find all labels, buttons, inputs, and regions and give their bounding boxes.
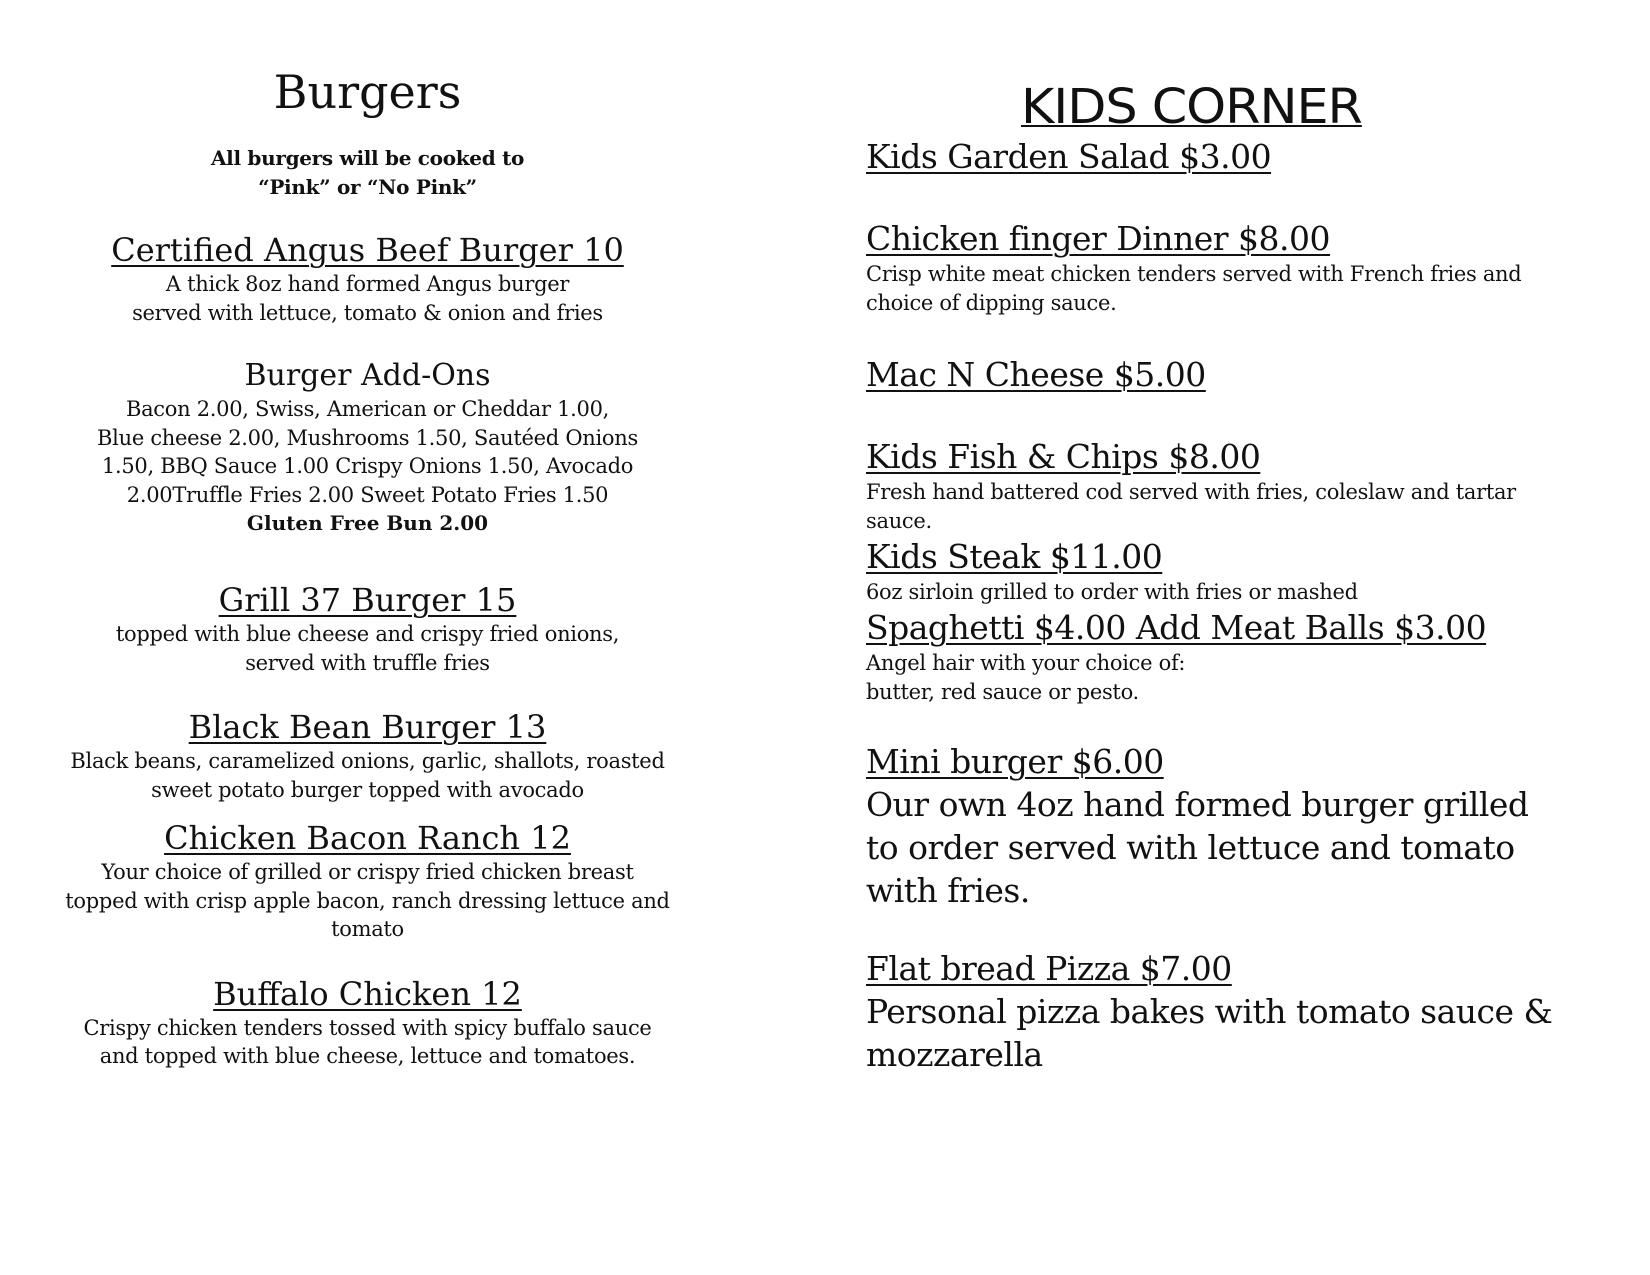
menu-item [866,607,1586,707]
burger-addons [60,357,675,537]
menu-item-name: Chicken finger Dinner $8.00 [866,219,1331,258]
menu-item [60,974,675,1071]
menu-item-description: Fresh hand battered cod served with fries, coleslaw and tartar sauce. [866,480,1516,533]
menu-item [866,741,1586,912]
menu-item [866,218,1586,318]
menu-item-name: Kids Fish & Chips $8.00 [866,437,1261,476]
menu-item-name: Mini burger $6.00 [866,742,1164,781]
gluten-free-bun: Gluten Free Bun 2.00 [246,511,489,535]
menu-item-name: Kids Garden Salad $3.00 [866,137,1272,176]
addons-list: Bacon 2.00, Swiss, American or Cheddar 1.00, Blue cheese 2.00, Mushrooms 1.50, Sautéed Onions 1.50, BBQ Sauce 1.00 Crispy Onions 1.50, Avocado 2.00Truffle Fries 2.00 Sweet Potato Fries 1.50 [97,397,638,507]
menu-item [60,707,675,804]
menu-item-name: Black Bean Burger 13 [188,708,547,746]
menu-item-name: Kids Steak $11.00 [866,537,1163,576]
menu-item-description: Our own 4oz hand formed burger grilled to order served with lettuce and tomato with fries. [866,785,1529,910]
menu-item [60,580,675,677]
menu-item-description: Your choice of grilled or crispy fried chicken breast topped with crisp apple bacon, ranch dressing lettuce and tomato [65,860,670,941]
addons-title: Burger Add-Ons [244,358,491,393]
menu-item-description: 6oz sirloin grilled to order with fries or mashed [866,580,1358,604]
menu-item-name: Spaghetti $4.00 Add Meat Balls $3.00 [866,608,1487,647]
menu-item-name: Mac N Cheese $5.00 [866,355,1206,394]
menu-item-name: Buffalo Chicken 12 [213,974,522,1013]
burgers-section [60,62,675,1071]
menu-item [60,818,675,944]
menu-item-description: Personal pizza bakes with tomato sauce & mozzarella [866,992,1553,1074]
menu-item-description: Black beans, caramelized onions, garlic, shallots, roasted sweet potato burger topped with avocado [70,749,665,802]
menu-item-name: Flat bread Pizza $7.00 [866,949,1232,988]
menu-item-description: Crisp white meat chicken tenders served with French fries and choice of dipping sauce. [866,262,1522,315]
menu-item-description: A thick 8oz hand formed Angus burger served with lettuce, tomato & onion and fries [132,272,603,325]
menu-item-name: Grill 37 Burger 15 [218,581,517,619]
menu-item [866,354,1586,396]
kids-corner-section [866,78,1586,1076]
menu-item-description: topped with blue cheese and crispy fried onions, served with truffle fries [115,622,620,675]
menu-item-description: Crispy chicken tenders tossed with spicy buffalo sauce and topped with blue cheese, lettuce and tomatoes. [83,1015,652,1068]
menu-item [60,230,675,327]
menu-item [866,436,1586,536]
menu-item [866,136,1586,178]
cooking-note: All burgers will be cooked to “Pink” or “No Pink” [210,146,525,199]
menu-item-description: Angel hair with your choice of: butter, red sauce or pesto. [866,651,1186,704]
menu-item [866,536,1586,607]
menu-item-name: Chicken Bacon Ranch 12 [164,819,571,857]
menu-item [866,948,1586,1076]
menu-item-name: Certified Angus Beef Burger 10 [111,231,624,269]
kids-corner-title: KIDS CORNER [1021,79,1362,135]
burgers-title: Burgers [273,65,462,119]
